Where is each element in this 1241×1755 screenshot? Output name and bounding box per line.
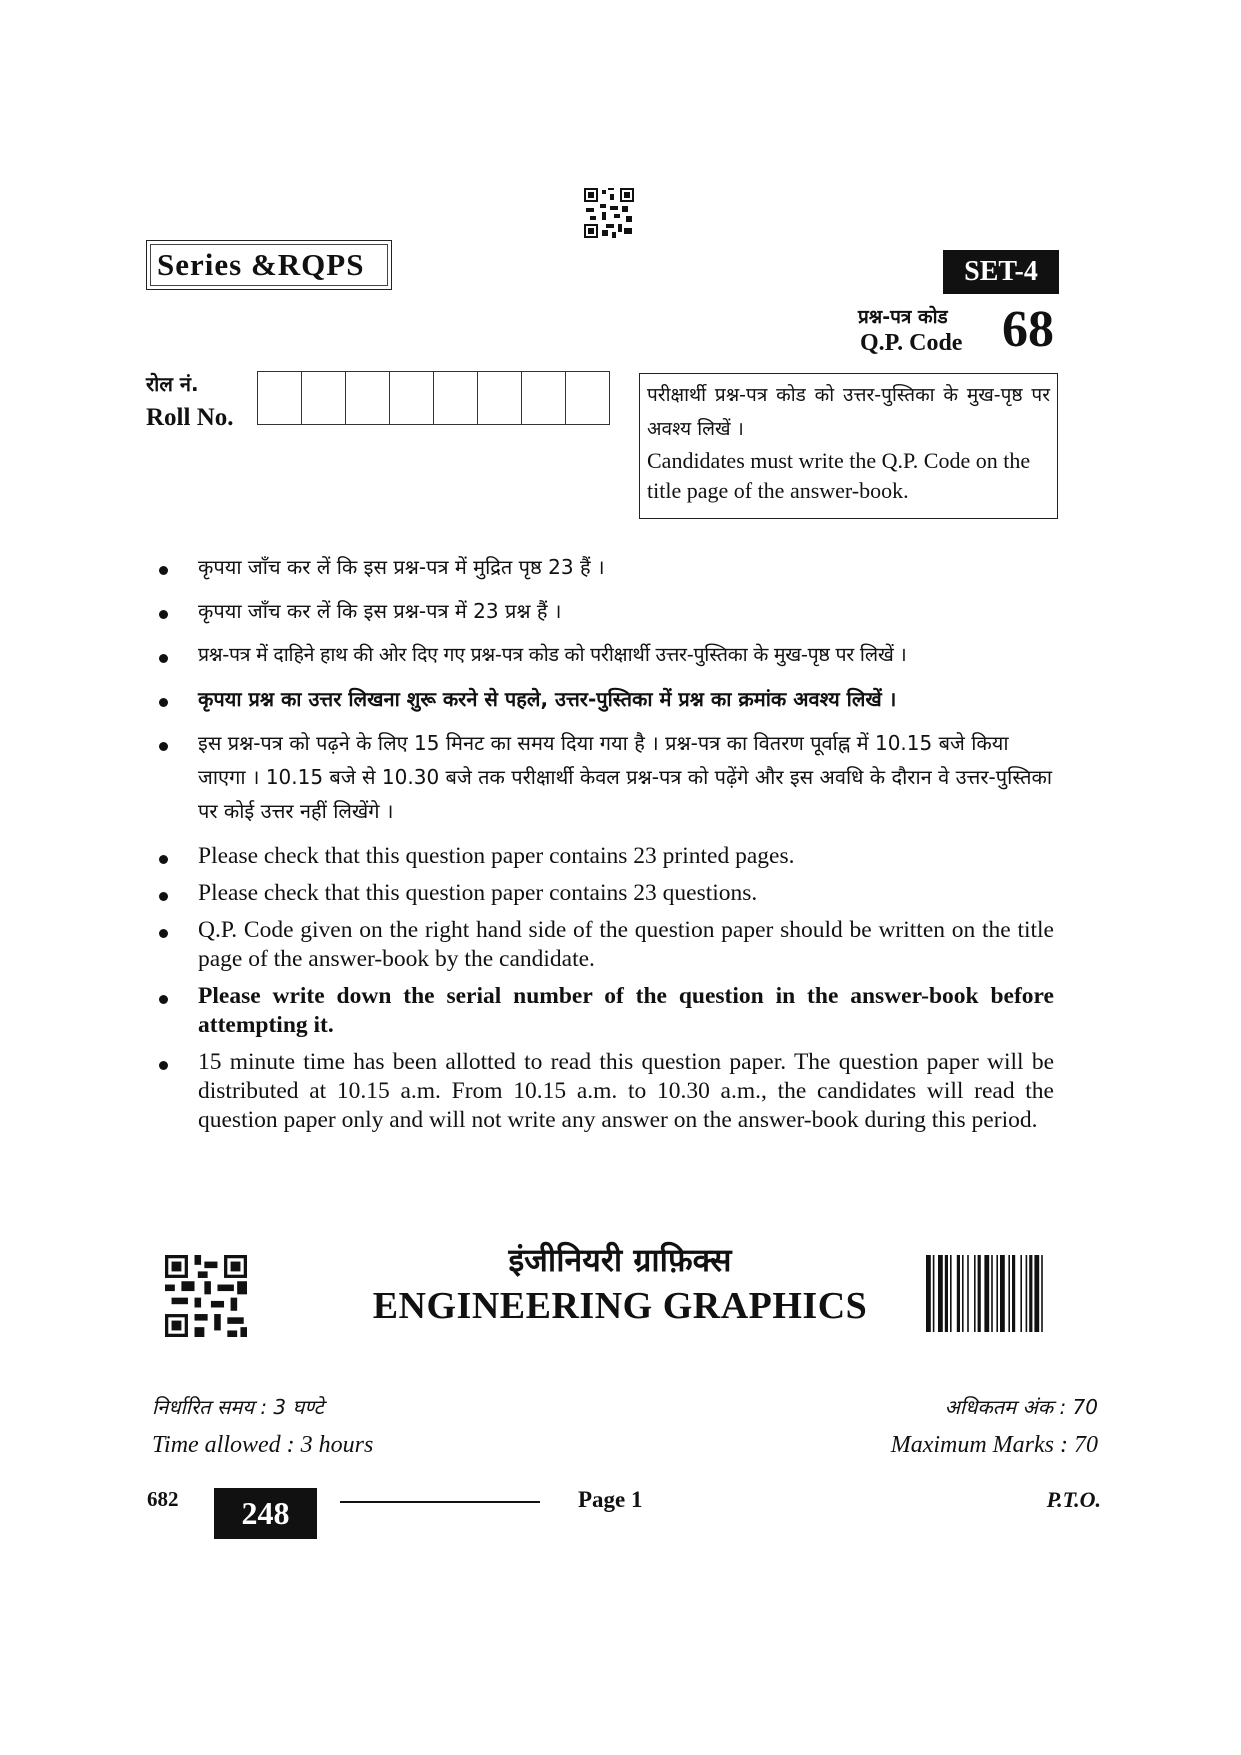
bullet-icon [159, 654, 168, 663]
roll-number-box [389, 371, 434, 425]
qp-code-label: Q.P. Code [860, 330, 963, 356]
page-number: Page 1 [578, 1487, 643, 1512]
qp-code-label-hindi: प्रश्न-पत्र कोड [858, 306, 948, 328]
qp-code-notice-box [639, 373, 1058, 519]
instruction-item [154, 638, 1054, 672]
maximum-marks-hindi: अधिकतम अंक : 70 [944, 1395, 1098, 1419]
instruction-item [154, 594, 1054, 628]
instructions-list [154, 550, 1054, 1143]
instruction-text: Please check that this question paper contains 23 printed pages. [198, 843, 795, 869]
instruction-item [154, 682, 1054, 716]
instruction-text: कृपया जाँच कर लें कि इस प्रश्न-पत्र में मुद्रित पृष्ठ 23 हैं । [198, 555, 605, 579]
notice-hindi: परीक्षार्थी प्रश्न-पत्र कोड को उत्तर-पुस्तिका के मुख-पृष्ठ पर अवश्य लिखें । [647, 384, 1050, 440]
footer-divider [340, 1501, 540, 1503]
bullet-icon [159, 610, 168, 619]
bullet-icon [159, 742, 168, 751]
roll-number-box [477, 371, 522, 425]
roll-number-box [565, 371, 610, 425]
subject-title: ENGINEERING GRAPHICS [372, 1285, 868, 1327]
notice-english: Candidates must write the Q.P. Code on the title page of the answer-book. [647, 448, 1031, 503]
instruction-text: Please write down the serial number of the question in the answer-book before attempting it. [198, 983, 1054, 1038]
bullet-icon [159, 1061, 168, 1070]
bullet-icon [159, 698, 168, 707]
bullet-icon [159, 892, 168, 901]
roll-number-box [345, 371, 390, 425]
instruction-item [154, 550, 1054, 584]
roll-number-box [301, 371, 346, 425]
roll-number-box [257, 371, 302, 425]
instruction-text: प्रश्न-पत्र में दाहिने हाथ की ओर दिए गए प्रश्न-पत्र कोड को परीक्षार्थी उत्तर-पुस्तिका के मुख-पृष्ठ पर लिखें । [198, 643, 907, 666]
subject-title-hindi: इंजीनियरी ग्राफ़िक्स [508, 1241, 732, 1279]
set-badge: SET-4 [943, 250, 1059, 294]
bullet-icon [159, 929, 168, 938]
instruction-text: कृपया जाँच कर लें कि इस प्रश्न-पत्र में 23 प्रश्न हैं । [198, 599, 562, 623]
roll-label-hindi: रोल नं. [146, 372, 199, 396]
instruction-text: 15 minute time has been allotted to read this question paper. The question paper will be distributed at 10.15 a.m. From 10.15 a.m. to 10.30 a.m., the candidates will read the question paper only and will not write any answer on the answer-book during this period. [198, 1049, 1054, 1133]
instruction-item [154, 916, 1054, 974]
instruction-text: Please check that this question paper contains 23 questions. [198, 880, 758, 906]
time-allowed: Time allowed : 3 hours [152, 1432, 374, 1458]
instruction-item [154, 982, 1054, 1040]
roll-number-box [433, 371, 478, 425]
qp-code-value: 68 [1002, 301, 1054, 358]
instruction-item [154, 1048, 1054, 1135]
instruction-item [154, 879, 1054, 908]
instruction-item [154, 842, 1054, 871]
instruction-text: Q.P. Code given on the right hand side of the question paper should be written on the title page of the answer-book by the candidate. [198, 917, 1054, 972]
barcode-icon [926, 1255, 1098, 1332]
footer-number-box: 248 [214, 1488, 317, 1539]
roll-label: Roll No. [146, 404, 234, 431]
pto-label: P.T.O. [1046, 1487, 1101, 1512]
roll-number-box [521, 371, 566, 425]
top-qr-code-icon [584, 188, 634, 238]
footer-code: 682 [147, 1487, 179, 1511]
instruction-text: कृपया प्रश्न का उत्तर लिखना शुरू करने से पहले, उत्तर-पुस्तिका में प्रश्न का क्रमांक अवश्य लिखें । [198, 687, 897, 711]
bullet-icon [159, 855, 168, 864]
bullet-icon [159, 995, 168, 1004]
series-label: Series &RQPS [150, 244, 388, 286]
left-qr-code-icon [165, 1255, 247, 1337]
maximum-marks: Maximum Marks : 70 [890, 1432, 1098, 1458]
series-box [146, 240, 392, 290]
instruction-text: इस प्रश्न-पत्र को पढ़ने के लिए 15 मिनट का समय दिया गया है । प्रश्न-पत्र का वितरण पूर्वाह्न में 10.15 बजे किया जाएगा । 10.15 बजे से 10.30 बजे तक परीक्षार्थी केवल प्रश्न-पत्र को पढ़ेंगे और इस अवधि के दौरान वे उत्तर-पुस्तिका पर कोई उत्तर नहीं लिखेंगे । [198, 731, 1053, 823]
time-allowed-hindi: निर्धारित समय : 3 घण्टे [152, 1395, 324, 1419]
instruction-item [154, 726, 1054, 828]
roll-number-boxes [258, 371, 610, 425]
bullet-icon [159, 566, 168, 575]
